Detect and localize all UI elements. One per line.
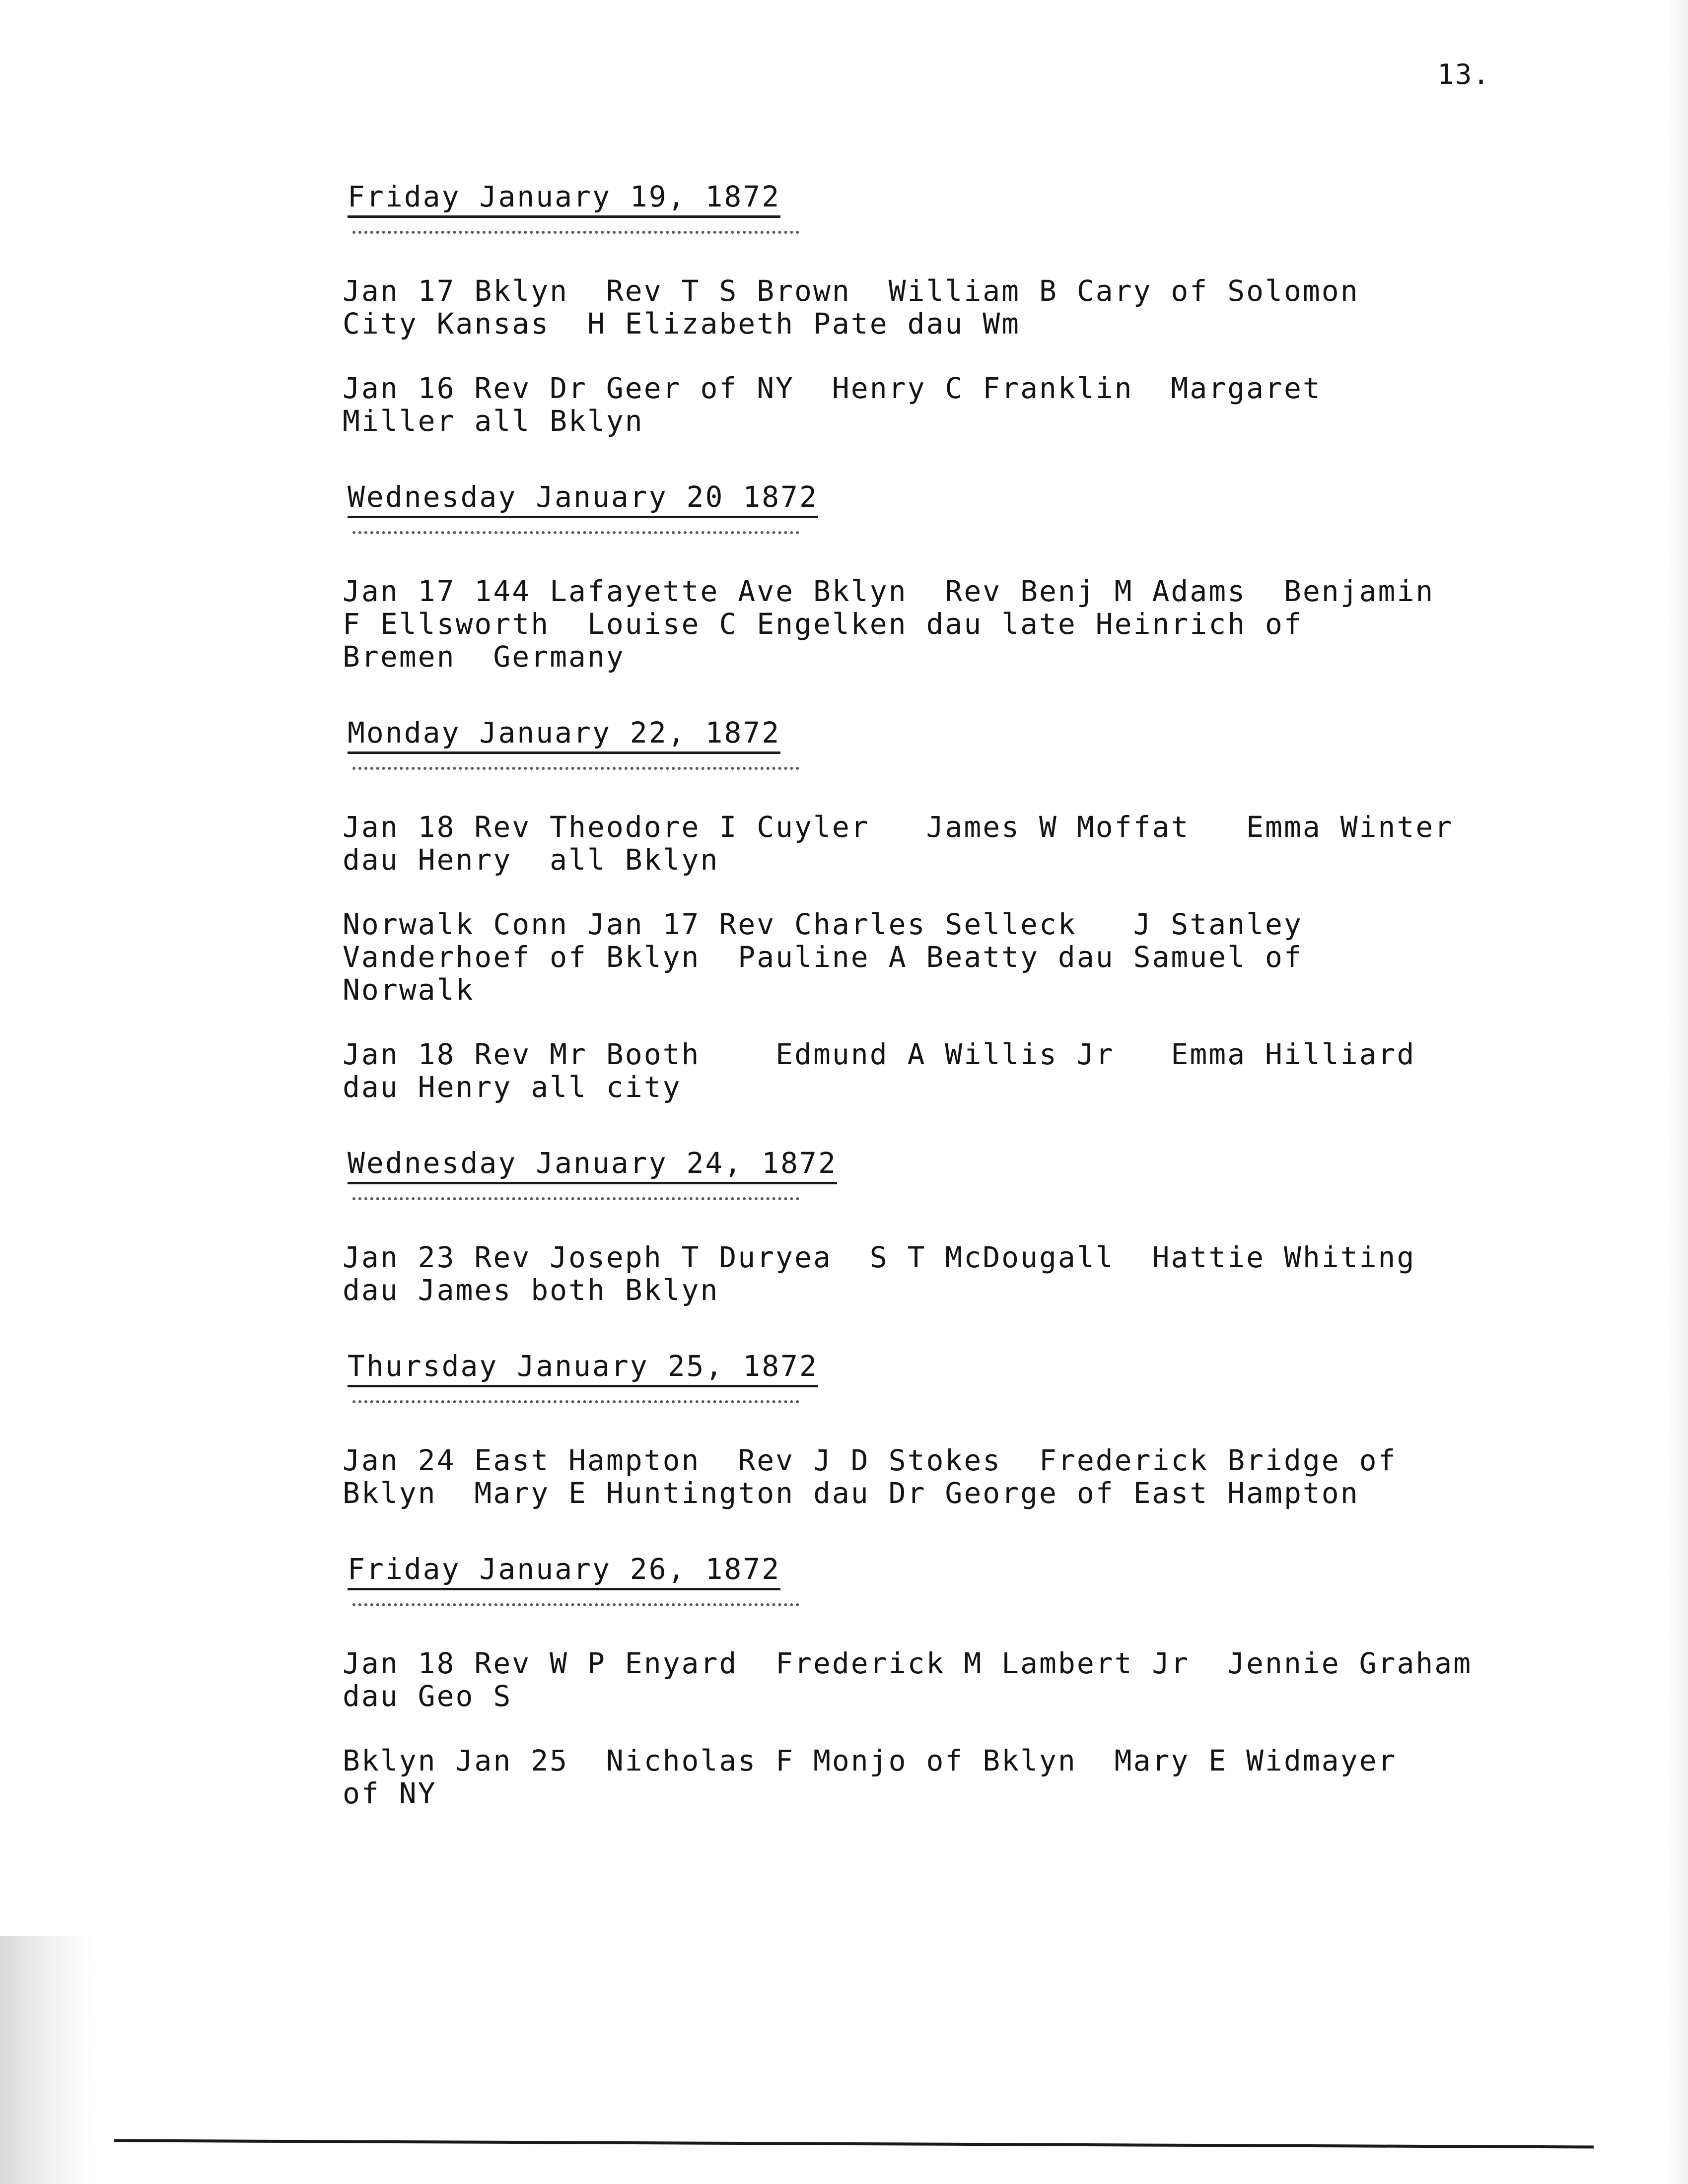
date-heading: Friday January 26, 1872 (348, 1551, 780, 1590)
date-section (343, 1348, 1534, 1509)
date-section (343, 179, 1534, 437)
dotted-separator (352, 767, 799, 775)
marriage-entry: Jan 17 144 Lafayette Ave Bklyn Rev Benj M Adams Benjamin F Ellsworth Louise C Engelken dau late Heinrich of Bremen Germany (343, 574, 1435, 674)
marriage-entry: Jan 17 Bklyn Rev T S Brown William B Cary of Solomon City Kansas H Elizabeth Pate dau Wm (343, 274, 1359, 341)
entries-content (343, 179, 1534, 1851)
date-heading: Wednesday January 20 1872 (348, 479, 818, 518)
date-heading: Friday January 19, 1872 (348, 179, 780, 218)
date-heading: Monday January 22, 1872 (348, 715, 780, 754)
entry-list (343, 811, 1534, 1103)
bottom-page-edge-line (114, 2139, 1594, 2148)
dotted-separator (352, 1197, 799, 1205)
scan-edge-shadow (0, 1936, 94, 2184)
dotted-separator (352, 531, 799, 539)
entry-list (343, 1444, 1534, 1509)
dotted-separator (352, 231, 799, 239)
date-section (343, 1145, 1534, 1306)
entry-list (343, 1241, 1534, 1306)
date-heading: Thursday January 25, 1872 (348, 1348, 818, 1387)
dotted-separator (352, 1603, 799, 1611)
marriage-entry: Jan 24 East Hampton Rev J D Stokes Frederick Bridge of Bklyn Mary E Huntington dau Dr George of East Hampton (343, 1443, 1397, 1510)
marriage-entry: Jan 16 Rev Dr Geer of NY Henry C Franklin Margaret Miller all Bklyn (343, 371, 1322, 438)
entry-list (343, 575, 1534, 673)
marriage-entry: Jan 18 Rev W P Enyard Frederick M Lambert Jr Jennie Graham dau Geo S (343, 1646, 1473, 1713)
marriage-entry: Bklyn Jan 25 Nicholas F Monjo of Bklyn Mary E Widmayer of NY (343, 1744, 1397, 1810)
date-section (343, 715, 1534, 1103)
date-heading: Wednesday January 24, 1872 (348, 1145, 837, 1184)
marriage-entry: Norwalk Conn Jan 17 Rev Charles Selleck J Stanley Vanderhoef of Bklyn Pauline A Beatty dau Samuel of Norwalk (343, 907, 1303, 1007)
scan-right-edge (1668, 0, 1688, 2184)
marriage-entry: Jan 23 Rev Joseph T Duryea S T McDougall Hattie Whiting dau James both Bklyn (343, 1240, 1416, 1307)
date-section (343, 479, 1534, 673)
dotted-separator (352, 1400, 799, 1408)
entry-list (343, 1647, 1534, 1810)
page-number: 13. (1437, 59, 1491, 91)
entry-list (343, 274, 1534, 437)
marriage-entry: Jan 18 Rev Theodore I Cuyler James W Moffat Emma Winter dau Henry all Bklyn (343, 810, 1454, 877)
marriage-entry: Jan 18 Rev Mr Booth Edmund A Willis Jr Emma Hilliard dau Henry all city (343, 1037, 1416, 1104)
date-section (343, 1551, 1534, 1810)
